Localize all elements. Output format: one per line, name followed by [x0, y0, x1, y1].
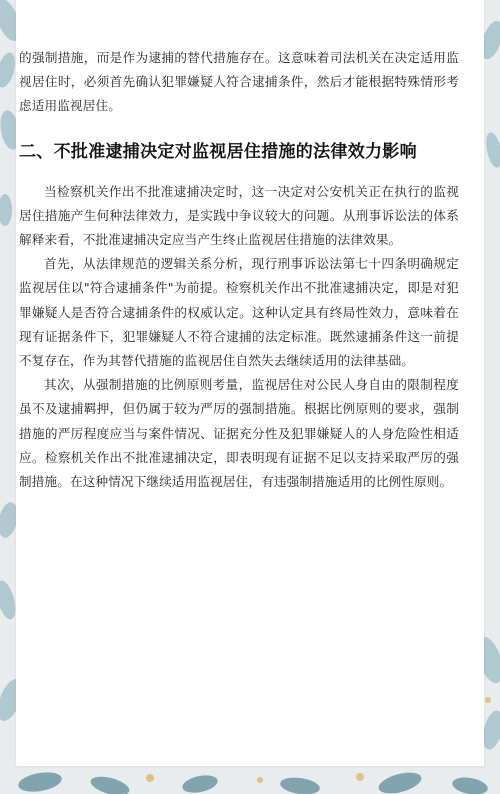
- paragraph-continued: 的强制措施，而是作为逮捕的替代措施存在。这意味着司法机关在决定适用监视居住时，必须首先确认犯罪嫌疑人符合逮捕条件，然后才能根据特殊情形考虑适用监视居住。: [19, 50, 459, 114]
- paragraph-3: 其次，从强制措施的比例原则考量，监视居住对公民人身自由的限制程度虽不及逮捕羁押，但仍属于较为严厉的强制措施。根据比例原则的要求，强制措施的严厉程度应当与案件情况、证据充分性及犯罪嫌疑人的人身危险性相适应。检察机关作出不批准逮捕决定，即表明现有证据不足以支持采取严厉的强制措施。在这种情况下继续适用监视居住，有违强制措施适用的比例性原则。: [19, 377, 459, 490]
- paragraph-2: 首先，从法律规范的逻辑关系分析，现行刑事诉讼法第七十四条明确规定监视居住以"符合逮捕条件"为前提。检察机关作出不批准逮捕决定，即是对犯罪嫌疑人是否符合逮捕条件的权威认定。这种认定具有终局性效力，意味着在现有证据条件下，犯罪嫌疑人不符合逮捕的法定标准。既然逮捕条件这一前提不复存在，作为其替代措施的监视居住自然失去继续适用的法律基础。: [19, 256, 459, 369]
- document-body: [19, 0, 459, 494]
- paragraph-1: 当检察机关作出不批准逮捕决定时，这一决定对公安机关正在执行的监视居住措施产生何种法律效力，是实践中争议较大的问题。从刑事诉讼法的体系解释来看，不批准逮捕决定应当产生终止监视居住措施的法律效果。: [19, 183, 459, 248]
- section-heading: 二、不批准逮捕决定对监视居住措施的法律效力影响: [19, 141, 417, 162]
